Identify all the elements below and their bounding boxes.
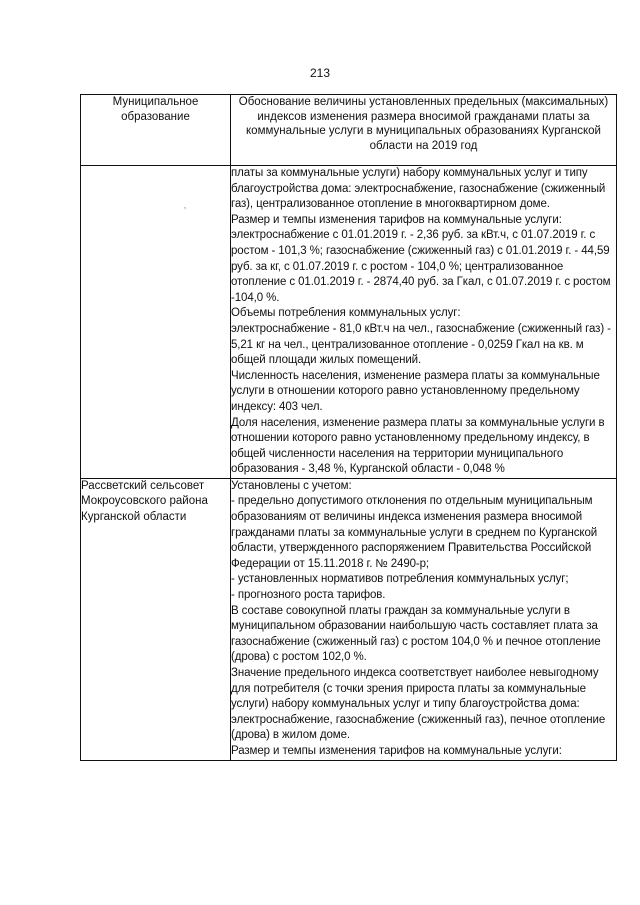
header-justification: Обоснование величины установленных предельных (максимальных) индексов изменения размера вносимой гражданами платы за коммунальные услуги в муниципальных образованиях Курганской области на 2019 год	[231, 95, 617, 166]
paragraph: Размер и темпы изменения тарифов на коммунальные услуги:	[231, 744, 562, 757]
table-row	[81, 478, 617, 760]
paragraph: Доля населения, изменение размера платы за коммунальные услуги в отношении которого равно установленному предельному индексу, в общей численности населения на территории муниципального образования - 3,48 %, Курганской области - 0,048 %	[231, 416, 605, 476]
scan-mark: ‚	[184, 200, 186, 210]
justification-cell	[231, 166, 617, 479]
paragraph: Численность населения, изменение размера платы за коммунальные услуги в отношении которого равно установленному предельному индексу: 403 чел.	[231, 369, 600, 413]
page-number: 213	[309, 66, 331, 80]
municipality-cell: Рассветский сельсовет Мокроусовского района Курганской области	[81, 478, 231, 760]
paragraph: В составе совокупной платы граждан за коммунальные услуги в муниципальном образовании наибольшую часть составляет плата за газоснабжение (сжиженный газ) с ростом 104,0 % и печное отопление (дрова) с ростом 102,0 %.	[231, 604, 601, 664]
paragraph: - установленных нормативов потребления коммунальных услуг;	[231, 573, 569, 586]
justification-cell	[231, 478, 617, 760]
header-municipality: Муниципальное образование	[81, 95, 231, 166]
tariff-table	[80, 94, 617, 761]
paragraph: электроснабжение - 81,0 кВт.ч на чел., газоснабжение (сжиженный газ) - 5,21 кг на чел., централизованное отопление - 0,0259 Гкал на кв. м общей площади жилых помещений.	[231, 322, 611, 367]
paragraph: Размер и темпы изменения тарифов на коммунальные услуги:	[231, 213, 562, 226]
paragraph: электроснабжение, газоснабжение (сжиженный газ), печное отопление (дрова) в жилом доме.	[231, 713, 606, 742]
paragraph: электроснабжение с 01.01.2019 г. - 2,36 руб. за кВт.ч, с 01.07.2019 г. с ростом - 101,3 %; газоснабжение (сжиженный газ) с 01.01.2019 г. - 44,59 руб. за кг, с 01.07.2019 г. с ростом - 104,0 %; централизованное отопление с 01.01.2019 г. - 2874,40 руб. за Гкал, с 01.07.2019 г. с ростом -104,0 %.	[231, 229, 611, 304]
municipality-cell	[81, 166, 231, 479]
paragraph: - прогнозного роста тарифов.	[231, 589, 386, 602]
paragraph: Установлены с учетом:	[231, 479, 352, 492]
paragraph: - предельно допустимого отклонения по отдельным муниципальным образованиям от величины индекса изменения размера вносимой гражданами платы за коммунальные услуги в среднем по Курганской области, утвержденного распоряжением Правительства Российской Федерации от 15.11.2018 г. № 2490-р;	[231, 495, 598, 570]
paragraph: платы за коммунальные услуги) набору коммунальных услуг и типу благоустройства дома: электроснабжение, газоснабжение (сжиженный газ), централизованное отопление в многоквартирном доме.	[231, 167, 606, 211]
table-header-row	[81, 95, 617, 166]
table-row	[81, 166, 617, 479]
paragraph: Значение предельного индекса соответствует наиболее невыгодному для потребителя (с точки зрения прироста платы за коммунальные услуги) набору коммунальных услуг и типу благоустройства дома:	[231, 667, 599, 711]
paragraph: Объемы потребления коммунальных услуг:	[231, 307, 461, 320]
